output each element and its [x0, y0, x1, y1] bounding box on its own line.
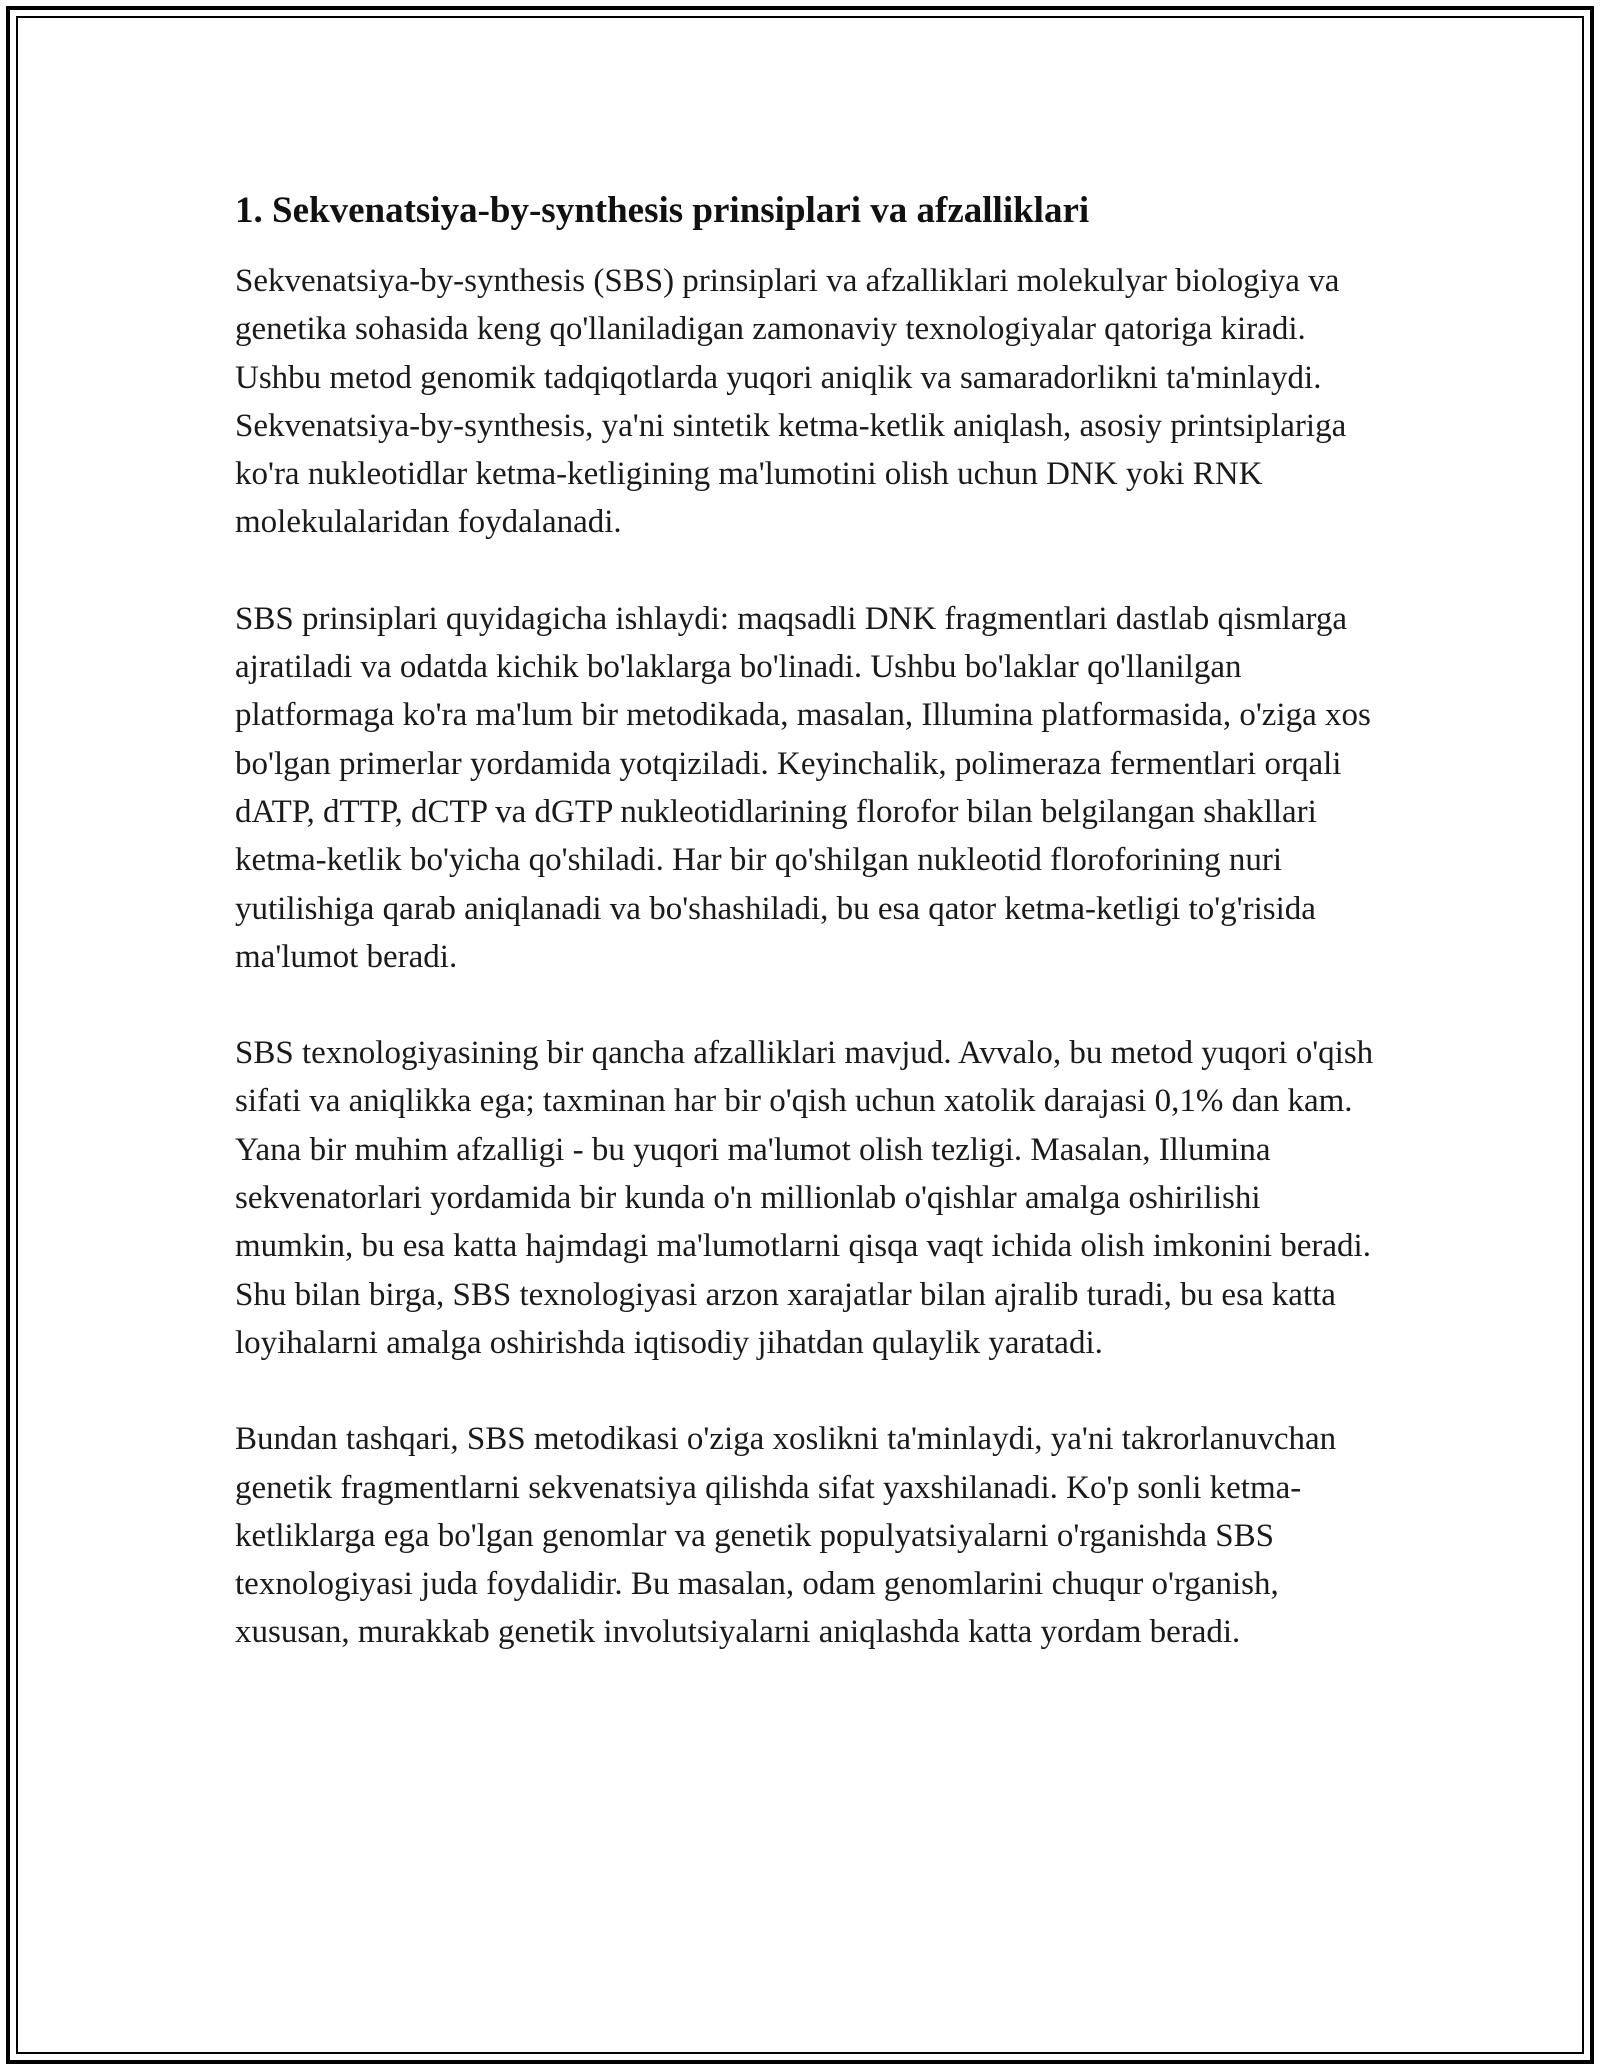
- paragraph-additional: Bundan tashqari, SBS metodikasi o'ziga xoslikni ta'minlaydi, ya'ni takrorlanuvchan genetik fragmentlarni sekvenatsiya qilishda sifat yaxshilanadi. Ko'p sonli ketma-ketliklarga ega bo'lgan genomlar va genetik populyatsiyalarni o'rganishda SBS texnologiyasi juda foydalidir. Bu masalan, odam genomlarini chuqur o'rganish, xususan, murakkab genetik involutsiyalarni aniqlashda katta yordam beradi.: [235, 1421, 1337, 1651]
- document-body: [235, 185, 1385, 1657]
- paragraph-principles: SBS prinsiplari quyidagicha ishlaydi: maqsadli DNK fragmentlari dastlab qismlarga ajratiladi va odatda kichik bo'laklarga bo'linadi. Ushbu bo'laklar qo'llanilgan platformaga ko'ra ma'lum bir metodikada, masalan, Illumina platformasida, o'ziga xos bo'lgan primerlar yordamida yotqiziladi. Keyinchalik, polimeraza fermentlari orqali dATP, dTTP, dCTP va dGTP nukleotidlarining florofor bilan belgilangan shakllari ketma-ketlik bo'yicha qo'shiladi. Har bir qo'shilgan nukleotid floroforining nuri yutilishiga qarab aniqlanadi va bo'shashiladi, bu esa qator ketma-ketligi to'g'risida ma'lumot beradi.: [235, 600, 1371, 975]
- paragraph-intro: Sekvenatsiya-by-synthesis (SBS) prinsiplari va afzalliklari molekulyar biologiya va genetika sohasida keng qo'llaniladigan zamonaviy texnologiyalar qatoriga kiradi. Ushbu metod genomik tadqiqotlarda yuqori aniqlik va samaradorlikni ta'minlaydi. Sekvenatsiya-by-synthesis, ya'ni sintetik ketma-ketlik aniqlash, asosiy printsiplariga ko'ra nukleotidlar ketma-ketligining ma'lumotini olish uchun DNK yoki RNK molekulalaridan foydalanadi.: [235, 263, 1347, 541]
- paragraph-advantages: SBS texnologiyasining bir qancha afzalliklari mavjud. Avvalo, bu metod yuqori o'qish sifati va aniqlikka ega; taxminan har bir o'qish uchun xatolik darajasi 0,1% dan kam. Yana bir muhim afzalligi - bu yuqori ma'lumot olish tezligi. Masalan, Illumina sekvenatorlari yordamida bir kunda o'n millionlab o'qishlar amalga oshirilishi mumkin, bu esa katta hajmdagi ma'lumotlarni qisqa vaqt ichida olish imkonini beradi. Shu bilan birga, SBS texnologiyasi arzon xarajatlar bilan ajralib turadi, bu esa katta loyihalarni amalga oshirishda iqtisodiy jihatdan qulaylik yaratadi.: [235, 1035, 1374, 1361]
- section-heading: 1. Sekvenatsiya-by-synthesis prinsiplari va afzalliklari: [235, 190, 1090, 231]
